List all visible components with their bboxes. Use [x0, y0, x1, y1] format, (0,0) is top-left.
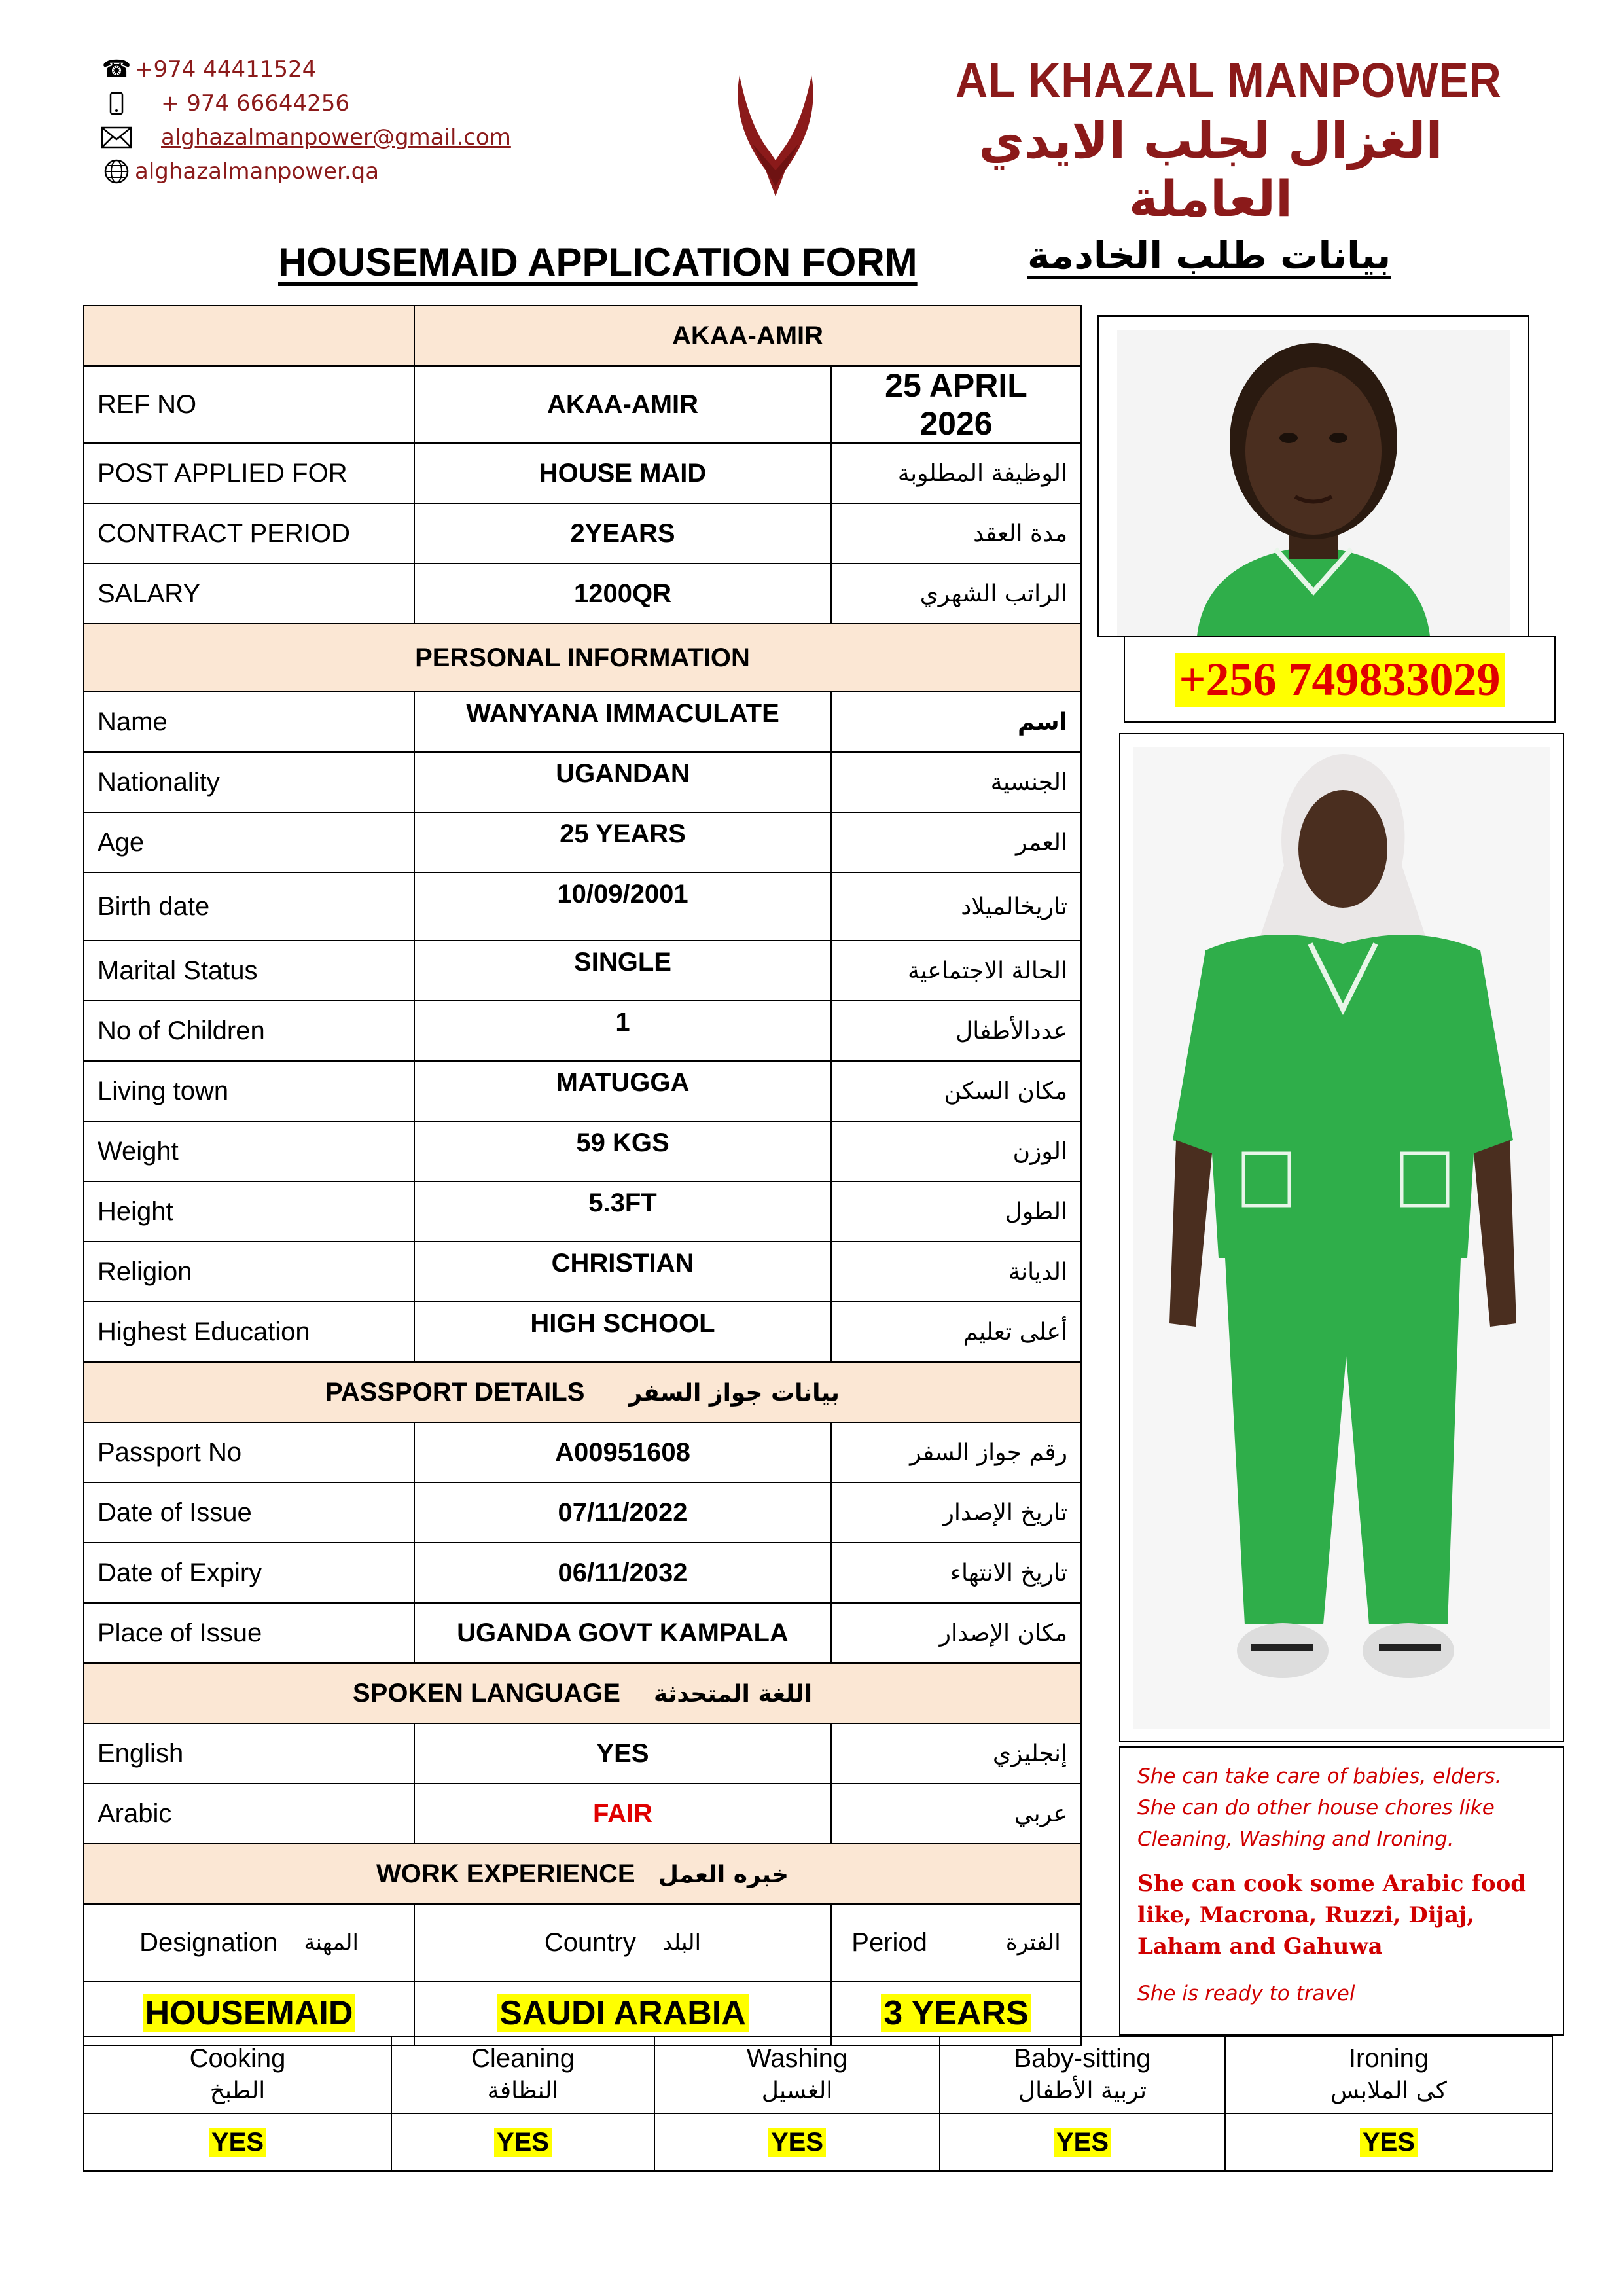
- skill-value-cell: [1225, 2113, 1552, 2171]
- row-label: Age: [84, 812, 414, 872]
- col-period: [831, 1904, 1081, 1981]
- row-value: 5.3FT: [414, 1181, 831, 1242]
- row-value: 1200QR: [414, 564, 831, 624]
- table-row: [84, 1422, 1081, 1482]
- row-label: Marital Status: [84, 941, 414, 1001]
- skill-label-en: Cooking: [189, 2044, 286, 2073]
- row-value: 06/11/2032: [414, 1543, 831, 1603]
- skill-value-cell: [654, 2113, 940, 2171]
- row-label: SALARY: [84, 564, 414, 624]
- telephone-icon: ☎: [101, 56, 132, 82]
- skill-label-ar: النظافة: [487, 2077, 559, 2104]
- row-label-ar: الراتب الشهري: [831, 564, 1081, 624]
- skill-value: YES: [768, 2128, 826, 2157]
- row-label: Highest Education: [84, 1302, 414, 1362]
- row-value: 2YEARS: [414, 503, 831, 564]
- skill-value: YES: [209, 2128, 266, 2157]
- gazelle-logo-icon: [726, 72, 825, 203]
- headshot-photo: [1097, 315, 1529, 637]
- section-header-experience: [84, 1844, 1081, 1904]
- section-title: [84, 1663, 1081, 1723]
- row-label: Place of Issue: [84, 1603, 414, 1663]
- table-row: [84, 564, 1081, 624]
- email-link[interactable]: alghazalmanpower@gmail.com: [161, 124, 511, 151]
- phone-number: +256 749833029: [1175, 653, 1504, 707]
- row-value: 1: [414, 1001, 831, 1061]
- section-header-passport: [84, 1362, 1081, 1422]
- designation-value: HOUSEMAID: [143, 1994, 356, 2032]
- phone-number-box: [1124, 636, 1556, 723]
- skills-value-row: [84, 2113, 1552, 2171]
- mobile-phone-icon: [98, 92, 135, 115]
- company-name-ar: الغزال لجلب الايدي العاملة: [978, 111, 1443, 228]
- table-row: [84, 443, 1081, 503]
- row-label: Living town: [84, 1061, 414, 1121]
- skill-label-en: Washing: [746, 2044, 848, 2073]
- skill-label-en: Baby-sitting: [1014, 2044, 1151, 2073]
- skills-header-row: [84, 2036, 1552, 2113]
- note-chores: She can take care of babies, elders. She can do other house chores like Cleaning, Washing and Ironing.: [1137, 1765, 1502, 1851]
- col-country: [414, 1904, 831, 1981]
- row-label: Birth date: [84, 872, 414, 941]
- col-label-ar: البلد: [662, 1929, 702, 1956]
- tel-number: +974 44411524: [135, 56, 317, 82]
- row-label: Religion: [84, 1242, 414, 1302]
- skill-value: YES: [494, 2128, 552, 2157]
- row-label: Nationality: [84, 752, 414, 812]
- col-designation: [84, 1904, 414, 1981]
- skill-value-cell: [391, 2113, 654, 2171]
- skill-value: YES: [1360, 2128, 1418, 2157]
- row-value: UGANDAN: [414, 752, 831, 812]
- headshot-image: [1099, 317, 1528, 636]
- skill-cooking: [84, 2036, 391, 2113]
- row-label: Date of Issue: [84, 1482, 414, 1543]
- row-value: MATUGGA: [414, 1061, 831, 1121]
- section-title: PERSONAL INFORMATION: [84, 624, 1081, 692]
- col-label-ar: المهنة: [304, 1929, 359, 1956]
- envelope-icon: [98, 126, 135, 149]
- table-row: [84, 1181, 1081, 1242]
- table-row: [84, 1543, 1081, 1603]
- skill-label-ar: الغسيل: [761, 2077, 833, 2104]
- skill-washing: [654, 2036, 940, 2113]
- section-header-personal: [84, 624, 1081, 692]
- row-label-ar: مكان الإصدار: [831, 1603, 1081, 1663]
- skill-value-cell: [84, 2113, 391, 2171]
- section-title-en: PASSPORT DETAILS: [325, 1377, 585, 1407]
- row-label: CONTRACT PERIOD: [84, 503, 414, 564]
- applicant-code: AKAA-AMIR: [414, 306, 1081, 366]
- full-body-photo: [1119, 733, 1564, 1742]
- row-label-ar: رقم جواز السفر: [831, 1422, 1081, 1482]
- row-label-ar: عربي: [831, 1784, 1081, 1844]
- form-date: 25 APRIL 2026: [831, 366, 1081, 443]
- row-label-ar: الجنسية: [831, 752, 1081, 812]
- row-value: CHRISTIAN: [414, 1242, 831, 1302]
- table-row: [84, 1723, 1081, 1784]
- form-title-ar: بيانات طلب الخادمة: [1027, 233, 1391, 278]
- contact-mobile: [98, 86, 511, 120]
- col-label-en: Country: [544, 1928, 636, 1957]
- table-row: [84, 1482, 1081, 1543]
- skill-label-en: Ironing: [1348, 2044, 1429, 2073]
- row-label-ar: الوزن: [831, 1121, 1081, 1181]
- skill-value: YES: [1054, 2128, 1111, 2157]
- note-travel: She is ready to travel: [1137, 1982, 1355, 2005]
- contact-tel: [98, 52, 511, 86]
- section-title-ar: بيانات جواز السفر: [628, 1379, 840, 1407]
- row-label: Height: [84, 1181, 414, 1242]
- period-value: 3 YEARS: [881, 1994, 1031, 2032]
- row-label: POST APPLIED FOR: [84, 443, 414, 503]
- row-label-ar: تاريخ الانتهاء: [831, 1543, 1081, 1603]
- table-row: [84, 1784, 1081, 1844]
- section-title-ar: اللغة المتحدثة: [654, 1680, 813, 1708]
- row-label-ar: أعلى تعليم: [831, 1302, 1081, 1362]
- skill-label-ar: کی الملابس: [1330, 2077, 1447, 2104]
- row-label-ar: تاريخ الإصدار: [831, 1482, 1081, 1543]
- row-value: 10/09/2001: [414, 872, 831, 941]
- row-label: No of Children: [84, 1001, 414, 1061]
- skill-cleaning: [391, 2036, 654, 2113]
- row-label-ar: الطول: [831, 1181, 1081, 1242]
- section-title: [84, 1844, 1081, 1904]
- contact-email: [98, 120, 511, 154]
- col-label-ar: الفترة: [1005, 1929, 1061, 1956]
- row-label-ar: الوظيفة المطلوبة: [831, 443, 1081, 503]
- row-value: FAIR: [414, 1784, 831, 1844]
- row-value: 59 KGS: [414, 1121, 831, 1181]
- table-row: [84, 752, 1081, 812]
- skill-label-ar: الطبخ: [209, 2077, 266, 2104]
- code-row: [84, 306, 1081, 366]
- row-label-ar: إنجليزي: [831, 1723, 1081, 1784]
- row-label-ar: الديانة: [831, 1242, 1081, 1302]
- row-label-ar: العمر: [831, 812, 1081, 872]
- row-label-ar: مدة العقد: [831, 503, 1081, 564]
- row-label-ar: اسم: [831, 692, 1081, 752]
- row-value: 25 YEARS: [414, 812, 831, 872]
- form-title: HOUSEMAID APPLICATION FORM: [278, 240, 918, 284]
- row-label-ar: الحالة الاجتماعية: [831, 941, 1081, 1001]
- section-title-en: WORK EXPERIENCE: [376, 1859, 635, 1888]
- row-label: Arabic: [84, 1784, 414, 1844]
- country-value: SAUDI ARABIA: [497, 1994, 749, 2032]
- row-label-ar: عددالأطفال: [831, 1001, 1081, 1061]
- row-value: WANYANA IMMACULATE: [414, 692, 831, 752]
- table-row: [84, 1603, 1081, 1663]
- application-table: [83, 305, 1082, 2046]
- note-cooking: She can cook some Arabic food like, Macrona, Ruzzi, Dijaj, Laham and Gahuwa: [1137, 1871, 1527, 1960]
- skill-label-en: Cleaning: [471, 2044, 575, 2073]
- website-link[interactable]: alghazalmanpower.qa: [135, 158, 380, 185]
- table-row: [84, 503, 1081, 564]
- section-title: [84, 1362, 1081, 1422]
- table-row: [84, 812, 1081, 872]
- table-row: [84, 1061, 1081, 1121]
- contact-website: [98, 154, 511, 188]
- row-label: Date of Expiry: [84, 1543, 414, 1603]
- section-title-en: SPOKEN LANGUAGE: [352, 1678, 620, 1708]
- row-value: HIGH SCHOOL: [414, 1302, 831, 1362]
- skills-table: [83, 2036, 1553, 2172]
- table-row: [84, 1302, 1081, 1362]
- table-row: [84, 1001, 1081, 1061]
- table-row: [84, 1242, 1081, 1302]
- ref-no-value: AKAA-AMIR: [414, 366, 831, 443]
- table-row: [84, 1121, 1081, 1181]
- experience-columns: [84, 1904, 1081, 1981]
- row-label: REF NO: [84, 366, 414, 443]
- row-value: A00951608: [414, 1422, 831, 1482]
- col-label-en: Period: [851, 1928, 927, 1957]
- skill-baby-sitting: [940, 2036, 1225, 2113]
- full-body-image: [1120, 734, 1563, 1741]
- col-label-en: Designation: [139, 1928, 278, 1957]
- table-row: [84, 366, 1081, 443]
- table-row: [84, 872, 1081, 941]
- company-name-en: AL KHAZAL MANPOWER: [955, 53, 1502, 107]
- row-label-ar: مكان السكن: [831, 1061, 1081, 1121]
- row-value: 07/11/2022: [414, 1482, 831, 1543]
- table-row: [84, 692, 1081, 752]
- row-value: SINGLE: [414, 941, 831, 1001]
- skill-label-ar: تربية الأطفال: [1018, 2077, 1147, 2104]
- row-label-ar: تاريخالميلاد: [831, 872, 1081, 941]
- row-label: Weight: [84, 1121, 414, 1181]
- mobile-number: + 974 66644256: [161, 90, 350, 117]
- section-header-language: [84, 1663, 1081, 1723]
- globe-icon: [98, 158, 135, 185]
- section-title-ar: خبره العمل: [658, 1861, 789, 1888]
- table-row: [84, 941, 1081, 1001]
- row-value: YES: [414, 1723, 831, 1784]
- row-value: HOUSE MAID: [414, 443, 831, 503]
- skill-value-cell: [940, 2113, 1225, 2171]
- row-label: Name: [84, 692, 414, 752]
- skill-ironing: [1225, 2036, 1552, 2113]
- row-label: English: [84, 1723, 414, 1784]
- notes-box: [1119, 1746, 1564, 2036]
- row-label: Passport No: [84, 1422, 414, 1482]
- contact-block: [98, 52, 511, 188]
- row-value: UGANDA GOVT KAMPALA: [414, 1603, 831, 1663]
